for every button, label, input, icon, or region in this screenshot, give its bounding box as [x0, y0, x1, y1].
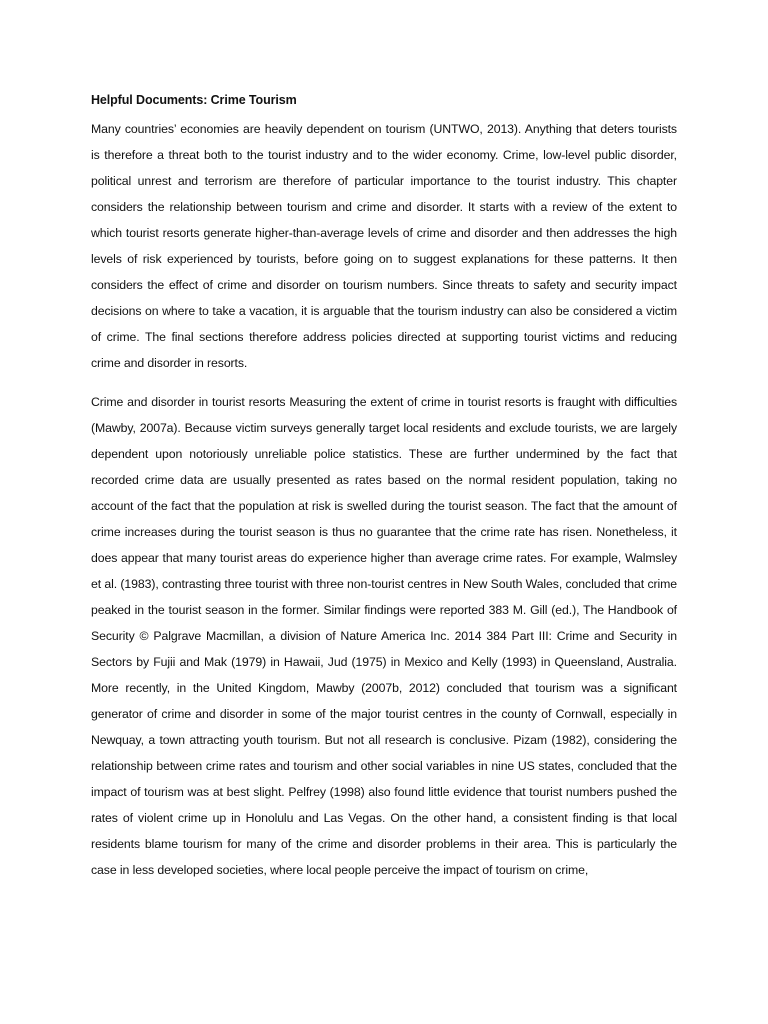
document-page [91, 90, 677, 896]
paragraph-introduction: Many countries’ economies are heavily dependent on tourism (UNTWO, 2013). Anything that deters tourists is therefore a threat both to the tourist industry and to the wider economy. Crime, low-level public disorder, political unrest and terrorism are therefore of particular importance to the tourist industry. This chapter considers the relationship between tourism and crime and disorder. It starts with a review of the extent to which tourist resorts generate higher-than-average levels of crime and disorder and then addresses the high levels of risk experienced by tourists, before going on to suggest explanations for these patterns. It then considers the effect of crime and disorder on tourism numbers. Since threats to safety and security impact decisions on where to take a vacation, it is arguable that the tourism industry can also be considered a victim of crime. The final sections therefore address policies directed at supporting tourist victims and reducing crime and disorder in resorts. [91, 122, 677, 370]
document-title: Helpful Documents: Crime Tourism [91, 93, 297, 107]
paragraph-crime-in-resorts: Crime and disorder in tourist resorts Measuring the extent of crime in tourist resorts is fraught with difficulties (Mawby, 2007a). Because victim surveys generally target local residents and exclude tourists, we are largely dependent upon notoriously unreliable police statistics. These are further undermined by the fact that recorded crime data are usually presented as rates based on the normal resident population, taking no account of the fact that the population at risk is swelled during the tourist season. The fact that the amount of crime increases during the tourist season is thus no guarantee that the crime rate has risen. Nonetheless, it does appear that many tourist areas do experience higher than average crime rates. For example, Walmsley et al. (1983), contrasting three tourist with three non-tourist centres in New South Wales, concluded that crime peaked in the tourist season in the former. Similar findings were reported 383 M. Gill (ed.), The Handbook of Security © Palgrave Macmillan, a division of Nature America Inc. 2014 384 Part III: Crime and Security in Sectors by Fujii and Mak (1979) in Hawaii, Jud (1975) in Mexico and Kelly (1993) in Queensland, Australia. More recently, in the United Kingdom, Mawby (2007b, 2012) concluded that tourism was a significant generator of crime and disorder in some of the major tourist centres in the county of Cornwall, especially in Newquay, a town attracting youth tourism. But not all research is conclusive. Pizam (1982), considering the relationship between crime rates and tourism and other social variables in nine US states, concluded that the impact of tourism was at best slight. Pelfrey (1998) also found little evidence that tourist numbers pushed the rates of violent crime up in Honolulu and Las Vegas. On the other hand, a consistent finding is that local residents blame tourism for many of the crime and disorder problems in their area. This is particularly the case in less developed societies, where local people perceive the impact of tourism on crime, [91, 395, 677, 877]
